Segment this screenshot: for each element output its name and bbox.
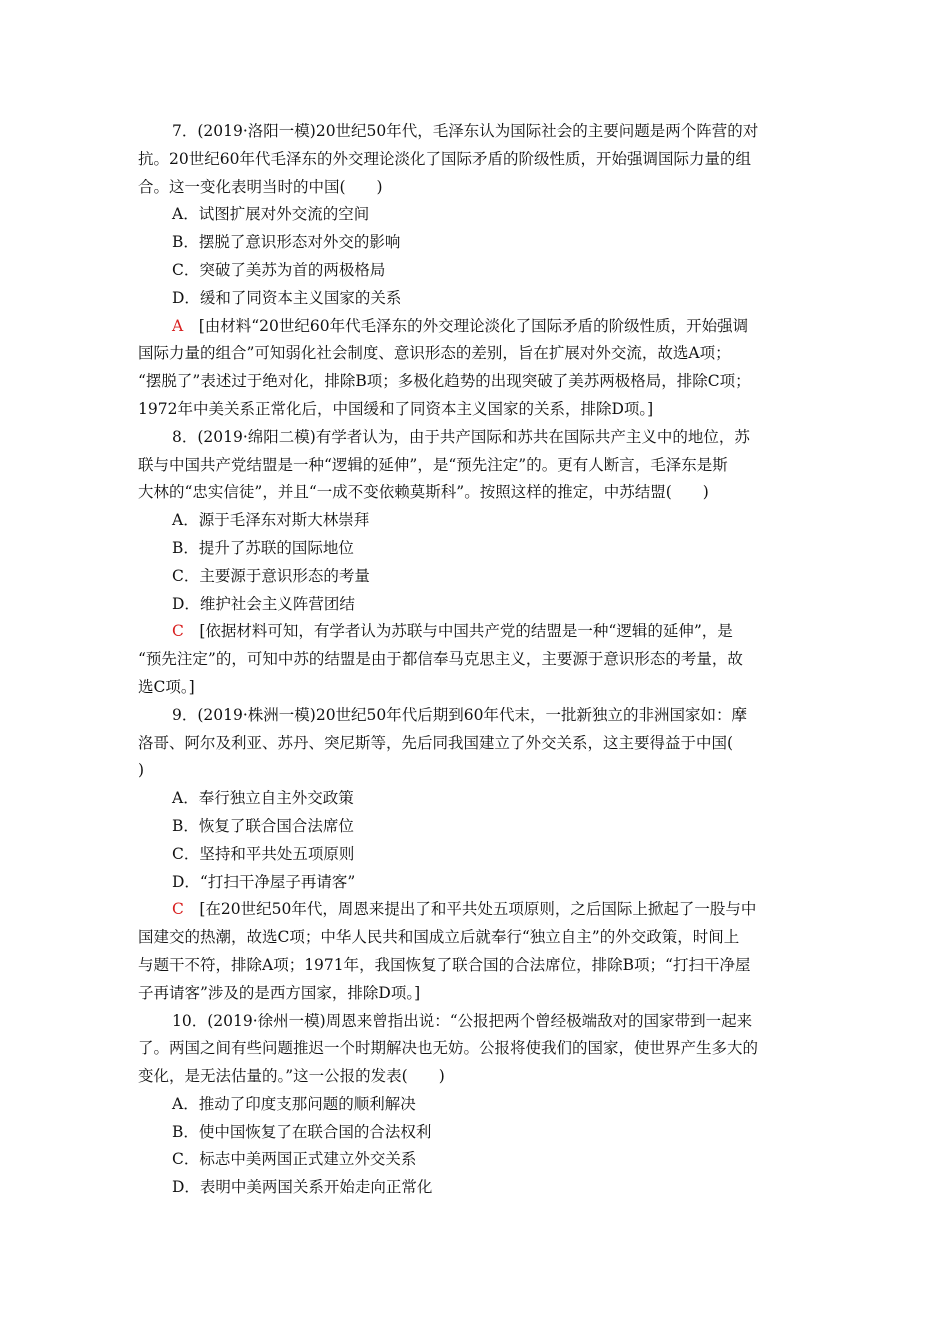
question-10 [138, 1008, 818, 1203]
option-c: C．主要源于意识形态的考量 [172, 566, 370, 585]
question-7 [138, 118, 818, 424]
answer-line [138, 896, 818, 924]
option-d: D．“打扫干净屋子再请客” [172, 872, 356, 891]
option-b: B．摆脱了意识形态对外交的影响 [172, 233, 401, 252]
explanation-text: [由材料“20世纪60年代毛泽东的外交理论淡化了国际矛盾的阶级性质，开始强调 [183, 316, 749, 335]
explanation-line: “预先注定”的，可知中苏的结盟是由于都信奉马克思主义，主要源于意识形态的考量，故 [138, 650, 743, 669]
answer-letter: C [172, 622, 184, 641]
option-c: C．坚持和平共处五项原则 [172, 844, 355, 863]
question-stem-line: 变化，是无法估量的。”这一公报的发表( ) [138, 1067, 445, 1086]
question-stem-line: 洛哥、阿尔及利亚、苏丹、突尼斯等，先后同我国建立了外交关系，这主要得益于中国( [138, 733, 734, 752]
option-a: A．源于毛泽东对斯大林崇拜 [172, 511, 370, 530]
question-stem-line: 大林的“忠实信徒”，并且“一成不变依赖莫斯科”。按照这样的推定，中苏结盟( ) [138, 483, 709, 502]
option-a: A．试图扩展对外交流的空间 [172, 205, 370, 224]
question-stem-line: 抗。20世纪60年代毛泽东的外交理论淡化了国际矛盾的阶级性质，开始强调国际力量的组 [138, 149, 751, 168]
explanation-line: 与题干不符，排除A项；1971年，我国恢复了联合国的合法席位，排除B项；“打扫干净屋 [138, 955, 751, 974]
option-c: C．标志中美两国正式建立外交关系 [172, 1150, 417, 1169]
option-b: B．提升了苏联的国际地位 [172, 538, 354, 557]
question-8 [138, 424, 818, 702]
answer-letter: A [172, 316, 184, 335]
answer-line [138, 313, 818, 341]
explanation-text: [依据材料可知，有学者认为苏联与中国共产党的结盟是一种“逻辑的延伸”，是 [183, 622, 733, 641]
answer-letter: C [172, 900, 184, 919]
option-d: D．缓和了同资本主义国家的关系 [172, 288, 402, 307]
explanation-line: 国际力量的组合”可知弱化社会制度、意识形态的差别，旨在扩展对外交流，故选A项； [138, 344, 731, 363]
question-9 [138, 702, 818, 1008]
explanation-line: “摆脱了”表述过于绝对化，排除B项；多极化趋势的出现突破了美苏两极格局，排除C项； [138, 372, 751, 391]
question-stem-line: 7．(2019·洛阳一模)20世纪50年代，毛泽东认为国际社会的主要问题是两个阵营的对 [172, 122, 759, 140]
explanation-line: 选C项。] [138, 677, 195, 696]
option-a: A．奉行独立自主外交政策 [172, 789, 354, 808]
option-b: B．使中国恢复了在联合国的合法权利 [172, 1122, 432, 1141]
option-a: A．推动了印度支那问题的顺利解决 [172, 1094, 416, 1113]
explanation-line: 国建交的热潮，故选C项；中华人民共和国成立后就奉行“独立自主”的外交政策，时间上 [138, 928, 740, 947]
question-stem-line: 10．(2019·徐州一模)周恩来曾指出说：“公报把两个曾经极端敌对的国家带到一起来 [172, 1011, 753, 1030]
question-stem-line: ) [138, 761, 145, 780]
option-d: D．维护社会主义阵营团结 [172, 594, 355, 613]
question-stem-line: 9．(2019·株洲一模)20世纪50年代后期到60年代末，一批新独立的非洲国家如：摩 [172, 705, 748, 724]
explanation-line: 1972年中美关系正常化后，中国缓和了同资本主义国家的关系，排除D项。] [138, 399, 654, 418]
option-c: C．突破了美苏为首的两极格局 [172, 260, 386, 279]
question-stem-line: 联与中国共产党结盟是一种“逻辑的延伸”，是“预先注定”的。更有人断言，毛泽东是斯 [138, 455, 728, 474]
question-stem-line: 了。两国之间有些问题推迟一个时期解决也无妨。公报将使我们的国家，使世界产生多大的 [138, 1039, 759, 1058]
explanation-line: 子再请客”涉及的是西方国家，排除D项。] [138, 983, 421, 1002]
document-page [138, 118, 818, 1202]
option-d: D．表明中美两国关系开始走向正常化 [172, 1178, 433, 1197]
explanation-text: [在20世纪50年代，周恩来提出了和平共处五项原则，之后国际上掀起了一股与中 [183, 900, 757, 919]
answer-line [138, 618, 818, 646]
question-stem-line: 8．(2019·绵阳二模)有学者认为，由于共产国际和苏共在国际共产主义中的地位，苏 [172, 427, 750, 446]
question-stem-line: 合。这一变化表明当时的中国( ) [138, 177, 383, 196]
option-b: B．恢复了联合国合法席位 [172, 816, 354, 835]
